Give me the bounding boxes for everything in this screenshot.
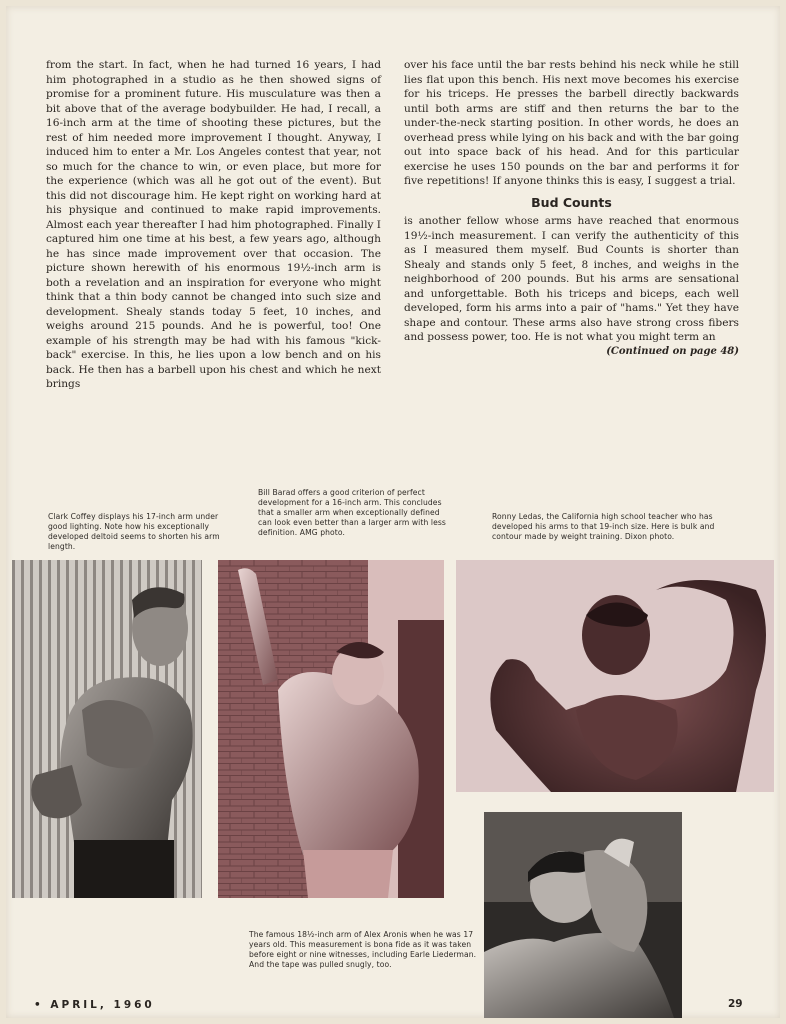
article-column-right <box>404 58 739 359</box>
section-heading: Bud Counts <box>531 194 612 210</box>
caption-ronny-ledas: Ronny Ledas, the California high school teacher who has developed his arms to that 19-inch size. Here is bulk and contour made by weight training. Dixon photo. <box>492 512 715 541</box>
magazine-page <box>6 6 780 1018</box>
clark-coffey-photo <box>12 560 202 898</box>
article-text-right-top: over his face until the bar rests behind his neck while he still lies flat upon this bench. His next move becomes his exercise for his triceps. He presses the barbell directly backwards until both arms are stiff and then returns the bar to the under-the-neck starting position. In other words, he does an overhead press while lying on his back and with the bar going out into space back of his head. And for this particular exercise he uses 150 pounds on the bar and performs it for five repetitions! If anyone thinks this is easy, I suggest a trial. <box>404 59 739 187</box>
bill-barad-photo <box>218 560 444 898</box>
article-text-right-bottom: is another fellow whose arms have reached that enormous 19½-inch measurement. I can verify the authenticity of this as I measured them myself. Bud Counts is shorter than Shealy and stands only 5 feet, 8 inches, and weighs in the neighborhood of 200 pounds. But his arms are sensational and unforgettable. Both his triceps and biceps, each well developed, form his arms into a pair of "hams." Yet they have shape and contour. These arms also have strong cross fibers and possess power, too. He is not what you might term an <box>404 215 739 343</box>
caption-clark-coffey: Clark Coffey displays his 17-inch arm under good lighting. Note how his exceptionally developed deltoid seems to shorten his arm length. <box>48 512 220 551</box>
article-column-left <box>46 58 381 392</box>
caption-bill-barad: Bill Barad offers a good criterion of perfect development for a 16-inch arm. This concludes that a smaller arm when exceptionally defined can look even better than a larger arm with less definition. AMG photo. <box>258 488 446 537</box>
page-number: 29 <box>728 998 743 1010</box>
caption-alex-aronis: The famous 18½-inch arm of Alex Aronis when he was 17 years old. This measurement is bona fide as it was taken before eight or nine witnesses, including Earle Liederman. And the tape was pulled snugly, too. <box>249 930 477 969</box>
footer-issue-date: • APRIL, 1960 <box>34 999 155 1011</box>
continued-note: (Continued on page 48) <box>606 345 739 357</box>
article-text-left: from the start. In fact, when he had turned 16 years, I had him photographed in a studio as he then showed signs of promise for a prominent future. His musculature was then a bit above that of the average bodybuilder. He had, I recall, a 16-inch arm at the time of shooting these pictures, but the rest of him needed more improvement I thought. Anyway, I induced him to enter a Mr. Los Angeles contest that year, not so much for the chance to win, or even place, but more for the experience (which was all he got out of the event). But this did not discourage him. He kept right on working hard at his physique and continued to make rapid improvements. Almost each year thereafter I had him photographed. Finally I captured him one time at his best, a few years ago, although he has since made improvement over that occasion. The picture shown herewith of his enormous 19½-inch arm is both a revelation and an inspiration for everyone who might think that a thin body cannot be changed into such size and development. Shealy stands today 5 feet, 10 inches, and weighs around 215 pounds. And he is powerful, too! One example of his strength may be had with his famous "kick-back" exercise. In this, he lies upon a low bench and on his back. He then has a barbell upon his chest and which he next brings <box>46 59 381 390</box>
ronny-ledas-photo <box>456 560 774 792</box>
alex-aronis-photo <box>484 812 682 1018</box>
